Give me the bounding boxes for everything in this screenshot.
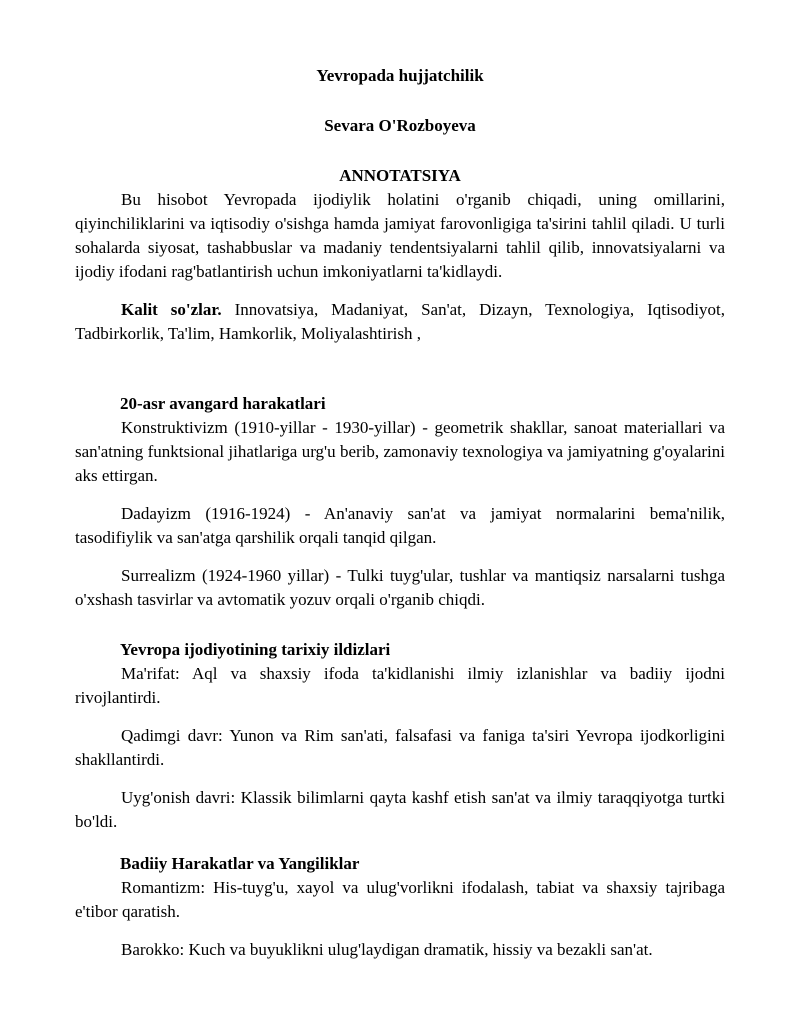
section-paragraph: Barokko: Kuch va buyuklikni ulug'laydigan dramatik, hissiy va bezakli san'at. [121, 940, 653, 959]
keywords-label: Kalit so'zlar. [121, 300, 222, 319]
section-paragraph: Dadayizm (1916-1924) - An'anaviy san'at va jamiyat normalarini bema'nilik, tasodifiylik va san'atga qarshilik orqali tanqid qilgan. [75, 504, 725, 547]
document-page [75, 64, 725, 962]
document-author: Sevara O'Rozboyeva [324, 116, 476, 135]
section-paragraph: Surrealizm (1924-1960 yillar) - Tulki tuyg'ular, tushlar va mantiqsiz narsalarni tushga o'xshash tasvirlar va avtomatik yozuv orqali o'rganib chiqdi. [75, 566, 725, 609]
section-paragraph: Konstruktivizm (1910-yillar - 1930-yillar) - geometrik shakllar, sanoat materiallari va san'atning funktsional jihatlariga urg'u berib, zamonaviy texnologiya va jamiyatning g'oyalarini aks ettirgan. [75, 418, 725, 485]
section-paragraph: Romantizm: His-tuyg'u, xayol va ulug'vorlikni ifodalash, tabiat va shaxsiy tajribaga e'tibor qaratish. [75, 878, 725, 921]
section-paragraph: Ma'rifat: Aql va shaxsiy ifoda ta'kidlanishi ilmiy izlanishlar va badiiy ijodni rivojlantirdi. [75, 664, 725, 707]
keywords-paragraph [75, 298, 725, 346]
document-title: Yevropada hujjatchilik [316, 66, 484, 85]
section-heading-art-movements: Badiiy Harakatlar va Yangiliklar [120, 854, 360, 873]
annotation-paragraph: Bu hisobot Yevropada ijodiylik holatini o'rganib chiqadi, uning omillarini, qiyinchiliklarini va iqtisodiy o'sishga hamda jamiyat farovonligiga ta'sirini tahlil qiladi. U turli sohalarda siyosat, tashabbuslar va madaniy tendentsiyalarni tahlil qilib, innovatsiyalarni va ijodiy ifodani rag'batlantirish uchun imkoniyatlarni ta'kidlaydi. [75, 190, 725, 281]
section-heading-historical-roots: Yevropa ijodiyotining tarixiy ildizlari [120, 640, 391, 659]
section-paragraph: Qadimgi davr: Yunon va Rim san'ati, falsafasi va faniga ta'siri Yevropa ijodkorligini shakllantirdi. [75, 726, 725, 769]
keywords-list: Innovatsiya, Madaniyat, San'at, Dizayn, Texnologiya, Iqtisodiyot, Tadbirkorlik, Ta'lim, Hamkorlik, Moliyalashtirish , [75, 300, 725, 343]
section-heading-avant-garde: 20-asr avangard harakatlari [120, 394, 326, 413]
annotation-heading: ANNOTATSIYA [339, 166, 461, 185]
section-paragraph: Uyg'onish davri: Klassik bilimlarni qayta kashf etish san'at va ilmiy taraqqiyotga turtki bo'ldi. [75, 788, 725, 831]
